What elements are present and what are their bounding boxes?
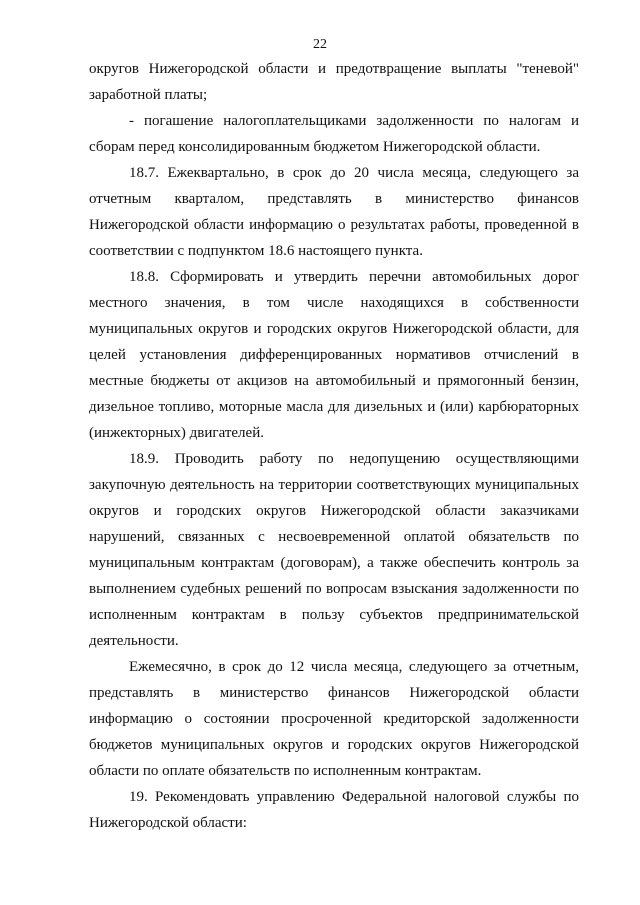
paragraph-18-9: 18.9. Проводить работу по недопущению осуществляющими закупочную деятельность на территории соответствующих муниципальных округов и городских округов Нижегородской области заказчиками нарушений, связанных с несвоевременной оплатой обязательств по муниципальным контрактам (договорам), а также обеспечить контроль за выполнением судебных решений по вопросам взыскания задолженности по исполненным контрактам в пользу субъектов предпринимательской деятельности.	[89, 451, 579, 649]
paragraph-continuation: округов Нижегородской области и предотвращение выплаты "теневой" заработной платы;	[89, 61, 579, 103]
paragraph-monthly-report: Ежемесячно, в срок до 12 числа месяца, следующего за отчетным, представлять в министерство финансов Нижегородской области информацию о состоянии просроченной кредиторской задолженности бюджетов муниципальных округов и городских округов Нижегородской области по оплате обязательств по исполненным контрактам.	[89, 659, 579, 779]
paragraph-18-8: 18.8. Сформировать и утвердить перечни автомобильных дорог местного значения, в том числе находящихся в собственности муниципальных округов и городских округов Нижегородской области, для целей установления дифференцированных нормативов отчислений в местные бюджеты от акцизов на автомобильный и прямогонный бензин, дизельное топливо, моторные масла для дизельных и (или) карбюраторных (инжекторных) двигателей.	[89, 269, 579, 441]
page-number: 22	[313, 37, 327, 52]
paragraph-debt-repayment: - погашение налогоплательщиками задолженности по налогам и сборам перед консолидированным бюджетом Нижегородской области.	[89, 113, 579, 155]
document-body	[89, 56, 579, 836]
paragraph-19: 19. Рекомендовать управлению Федеральной налоговой службы по Нижегородской области:	[89, 789, 579, 831]
paragraph-18-7: 18.7. Ежеквартально, в срок до 20 числа месяца, следующего за отчетным кварталом, представлять в министерство финансов Нижегородской области информацию о результатах работы, проведенной в соответствии с подпунктом 18.6 настоящего пункта.	[89, 165, 579, 259]
